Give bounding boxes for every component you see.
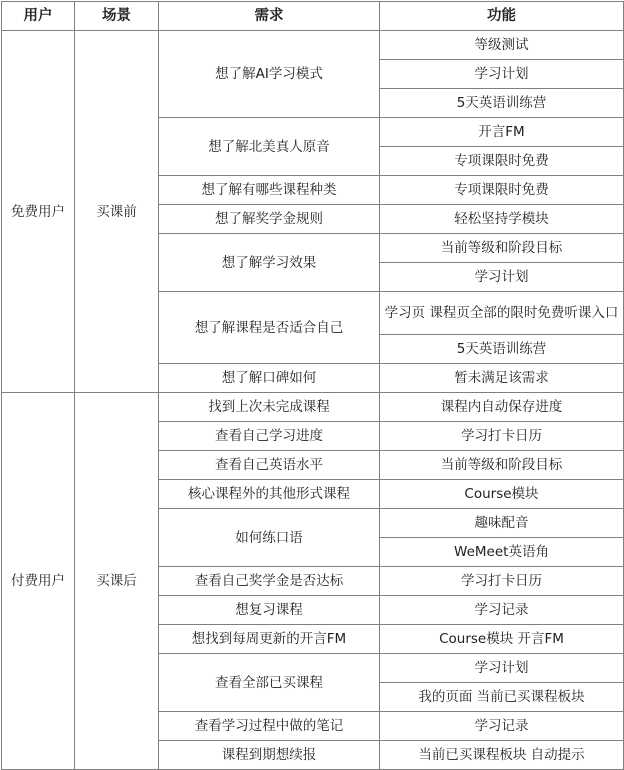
need-cell: 查看全部已买课程 xyxy=(159,654,380,712)
header-feature: 功能 xyxy=(380,2,624,31)
user-cell: 免费用户 xyxy=(2,31,75,393)
header-scene: 场景 xyxy=(75,2,159,31)
header-user: 用户 xyxy=(2,2,75,31)
feature-cell: 轻松坚持学模块 xyxy=(380,205,624,234)
feature-cell: Course模块 xyxy=(380,480,624,509)
feature-cell: 学习计划 xyxy=(380,263,624,292)
need-cell: 核心课程外的其他形式课程 xyxy=(159,480,380,509)
feature-cell: Course模块 开言FM xyxy=(380,625,624,654)
feature-cell: 学习记录 xyxy=(380,596,624,625)
feature-cell: 学习计划 xyxy=(380,654,624,683)
table-header xyxy=(2,2,624,31)
need-cell: 想了解口碑如何 xyxy=(159,364,380,393)
need-cell: 想找到每周更新的开言FM xyxy=(159,625,380,654)
feature-cell: 当前已买课程板块 自动提示 xyxy=(380,741,624,770)
table-body xyxy=(2,31,624,770)
need-cell: 查看自己学习进度 xyxy=(159,422,380,451)
feature-cell: 专项课限时免费 xyxy=(380,176,624,205)
feature-cell: 学习计划 xyxy=(380,60,624,89)
header-row xyxy=(2,2,624,31)
table-row xyxy=(2,393,624,422)
feature-cell: 当前等级和阶段目标 xyxy=(380,234,624,263)
need-cell: 想了解北美真人原音 xyxy=(159,118,380,176)
need-cell: 想了解有哪些课程种类 xyxy=(159,176,380,205)
feature-cell: 我的页面 当前已买课程板块 xyxy=(380,683,624,712)
scene-cell: 买课后 xyxy=(75,393,159,770)
feature-cell: 等级测试 xyxy=(380,31,624,60)
feature-cell: 5天英语训练营 xyxy=(380,89,624,118)
need-cell: 查看自己英语水平 xyxy=(159,451,380,480)
scene-cell: 买课前 xyxy=(75,31,159,393)
need-cell: 想了解奖学金规则 xyxy=(159,205,380,234)
feature-cell: 学习页 课程页全部的限时免费听课入口 xyxy=(380,292,624,335)
table-row xyxy=(2,31,624,60)
need-cell: 想复习课程 xyxy=(159,596,380,625)
need-cell: 查看学习过程中做的笔记 xyxy=(159,712,380,741)
feature-cell: 学习打卡日历 xyxy=(380,422,624,451)
feature-cell: 暂未满足该需求 xyxy=(380,364,624,393)
need-cell: 想了解课程是否适合自己 xyxy=(159,292,380,364)
feature-cell: 开言FM xyxy=(380,118,624,147)
need-cell: 找到上次未完成课程 xyxy=(159,393,380,422)
need-cell: 查看自己奖学金是否达标 xyxy=(159,567,380,596)
need-cell: 如何练口语 xyxy=(159,509,380,567)
need-cell: 想了解学习效果 xyxy=(159,234,380,292)
feature-cell: 课程内自动保存进度 xyxy=(380,393,624,422)
user-needs-table xyxy=(1,1,624,770)
need-cell: 课程到期想续报 xyxy=(159,741,380,770)
feature-cell: 当前等级和阶段目标 xyxy=(380,451,624,480)
need-cell: 想了解AI学习模式 xyxy=(159,31,380,118)
user-cell: 付费用户 xyxy=(2,393,75,770)
header-need: 需求 xyxy=(159,2,380,31)
feature-cell: 专项课限时免费 xyxy=(380,147,624,176)
feature-cell: 学习记录 xyxy=(380,712,624,741)
feature-cell: 学习打卡日历 xyxy=(380,567,624,596)
feature-cell: 5天英语训练营 xyxy=(380,335,624,364)
feature-cell: WeMeet英语角 xyxy=(380,538,624,567)
feature-cell: 趣味配音 xyxy=(380,509,624,538)
